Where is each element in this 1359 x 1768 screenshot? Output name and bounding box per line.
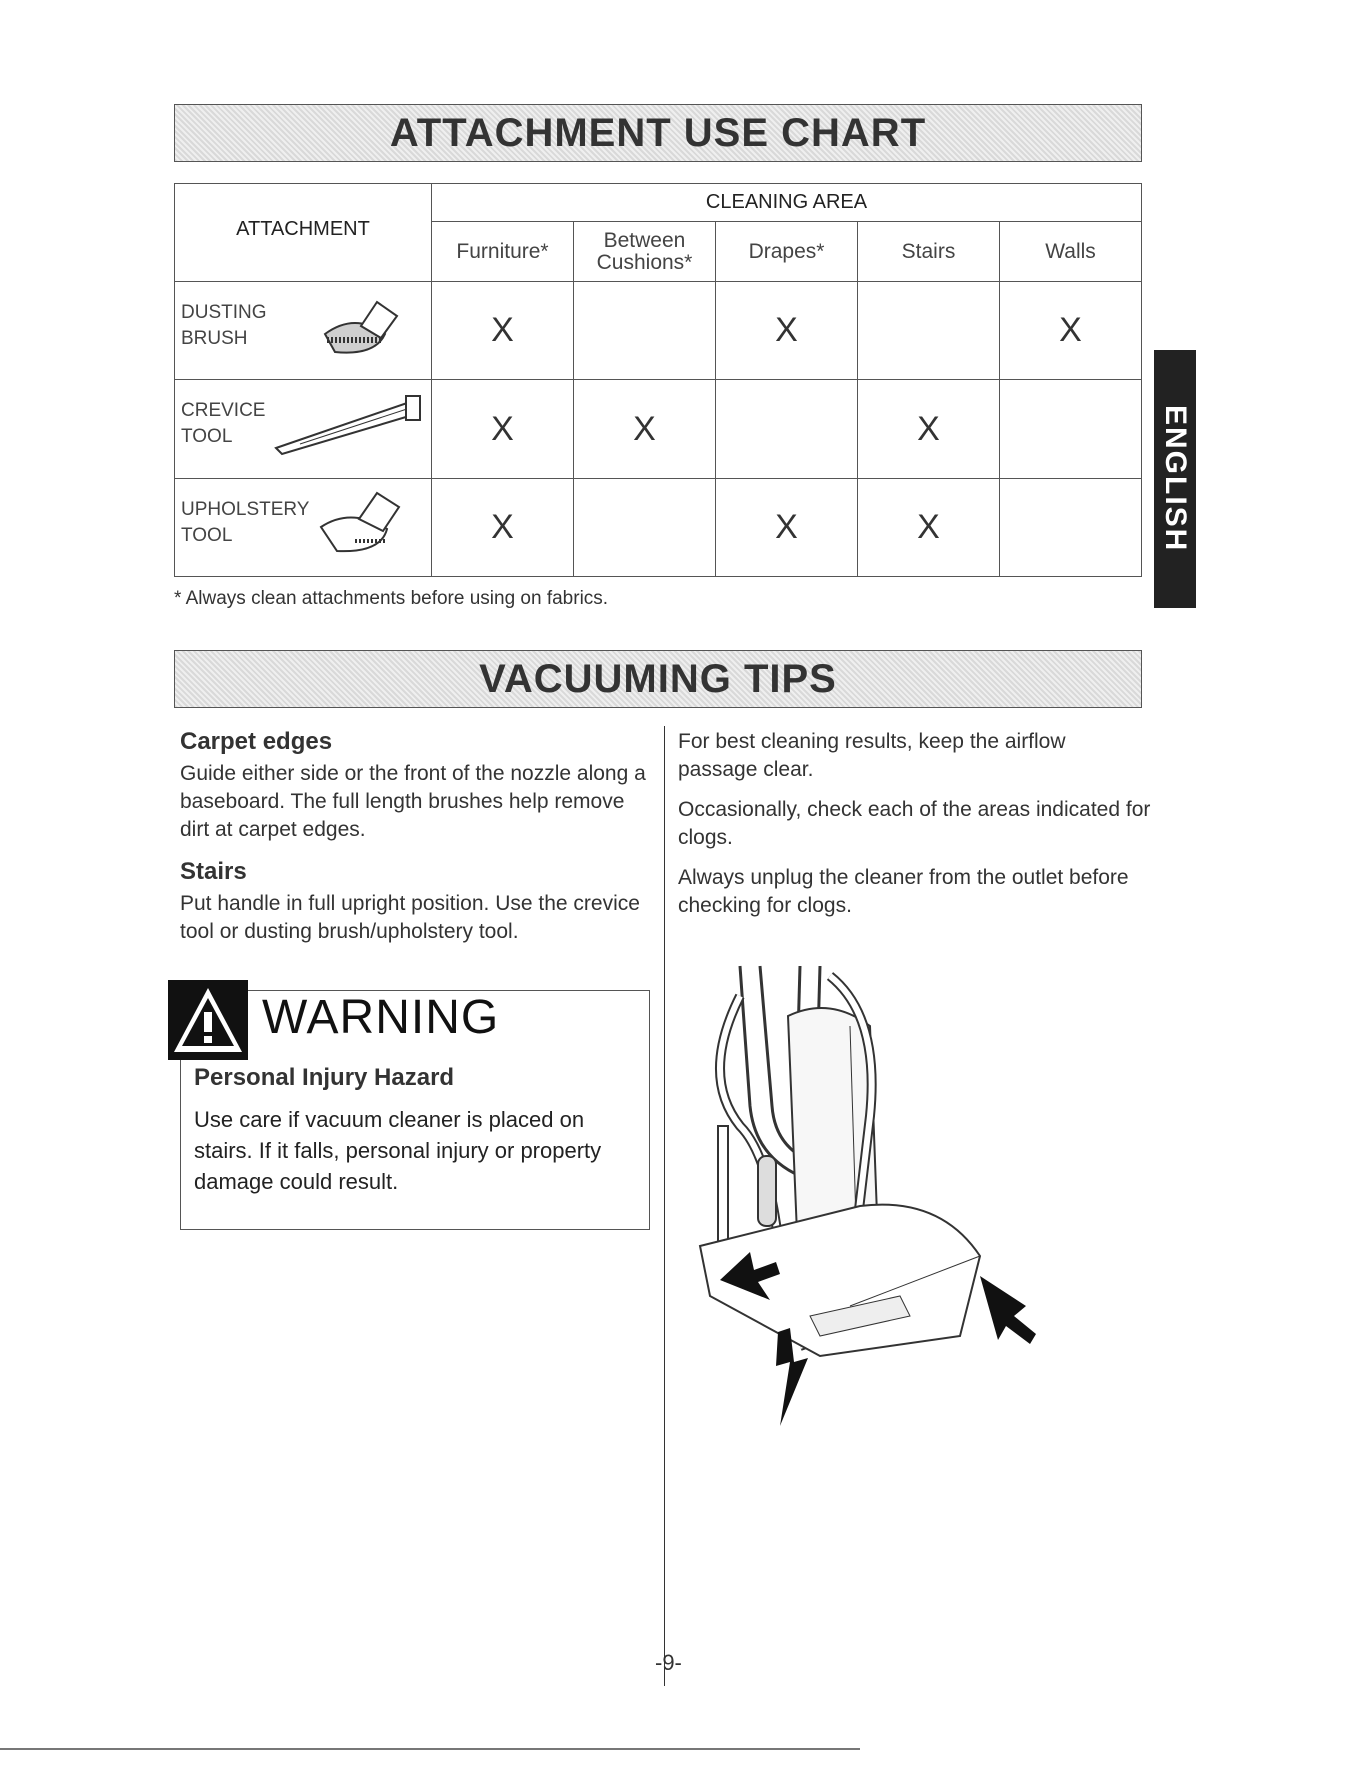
tip-airflow: For best cleaning results, keep the airflow passage clear. [678,730,1066,781]
vacuum-cleaner-illustration [680,956,1100,1436]
column-header-between-cushions: Between Cushions* [574,221,716,281]
attachment-label: CREVICE TOOL [181,400,266,448]
vacuuming-tips-banner [174,650,1142,708]
mark-cell [1000,380,1142,478]
mark-cell [716,380,858,478]
warning-subtitle: Personal Injury Hazard [194,1064,455,1091]
attachment-chart-banner [174,104,1142,162]
mark-cell: X [432,478,574,576]
bottom-rule [0,1748,860,1750]
column-header-walls: Walls [1000,221,1142,281]
vacuuming-tips-title: VACUUMING TIPS [479,656,837,701]
mark-cell [858,282,1000,380]
column-header-drapes: Drapes* [716,221,858,281]
attachment-chart-title: ATTACHMENT USE CHART [389,110,927,155]
crevice-tool-icon [270,390,430,460]
attachment-cell-crevice-tool [175,380,432,478]
stairs-text: Put handle in full upright position. Use the crevice tool or dusting brush/upholstery tool. [180,892,640,943]
mark-cell [574,282,716,380]
column-header-stairs: Stairs [858,221,1000,281]
tip-unplug: Always unplug the cleaner from the outlet before checking for clogs. [678,866,1129,917]
page-number: -9- [655,1650,682,1675]
attachment-label: UPHOLSTERY TOOL [181,498,310,546]
warning-title: WARNING [262,991,500,1044]
mark-cell: X [574,380,716,478]
attachment-use-table [174,183,1142,577]
mark-cell: X [858,380,1000,478]
attachment-cell-dusting-brush [175,282,432,380]
carpet-edges-heading: Carpet edges [180,728,333,755]
language-tab [1154,350,1196,608]
chart-footnote: * Always clean attachments before using on fabrics. [174,588,609,609]
attachment-column-header: ATTACHMENT [175,184,432,282]
upholstery-tool-icon [315,483,415,563]
mark-cell [574,478,716,576]
warning-triangle-icon [168,980,248,1060]
mark-cell [1000,478,1142,576]
warning-text: Use care if vacuum cleaner is placed on stairs. If it falls, personal injury or property damage could result. [194,1107,602,1194]
mark-cell: X [858,478,1000,576]
table-row [175,478,1142,576]
column-header-furniture: Furniture* [432,221,574,281]
dusting-brush-icon [315,294,415,374]
table-row [175,282,1142,380]
column-divider [664,726,665,1686]
carpet-edges-text: Guide either side or the front of the nozzle along a baseboard. The full length brushes help remove dirt at carpet edges. [180,762,646,841]
cleaning-area-header: CLEANING AREA [432,184,1142,222]
language-tab-label: ENGLISH [1159,405,1192,553]
tip-check-clogs: Occasionally, check each of the areas indicated for clogs. [678,798,1151,849]
mark-cell: X [432,282,574,380]
mark-cell: X [716,478,858,576]
attachment-label: DUSTING BRUSH [181,302,267,350]
mark-cell: X [1000,282,1142,380]
table-row [175,380,1142,478]
mark-cell: X [716,282,858,380]
attachment-cell-upholstery-tool [175,478,432,576]
stairs-heading: Stairs [180,858,247,885]
mark-cell: X [432,380,574,478]
